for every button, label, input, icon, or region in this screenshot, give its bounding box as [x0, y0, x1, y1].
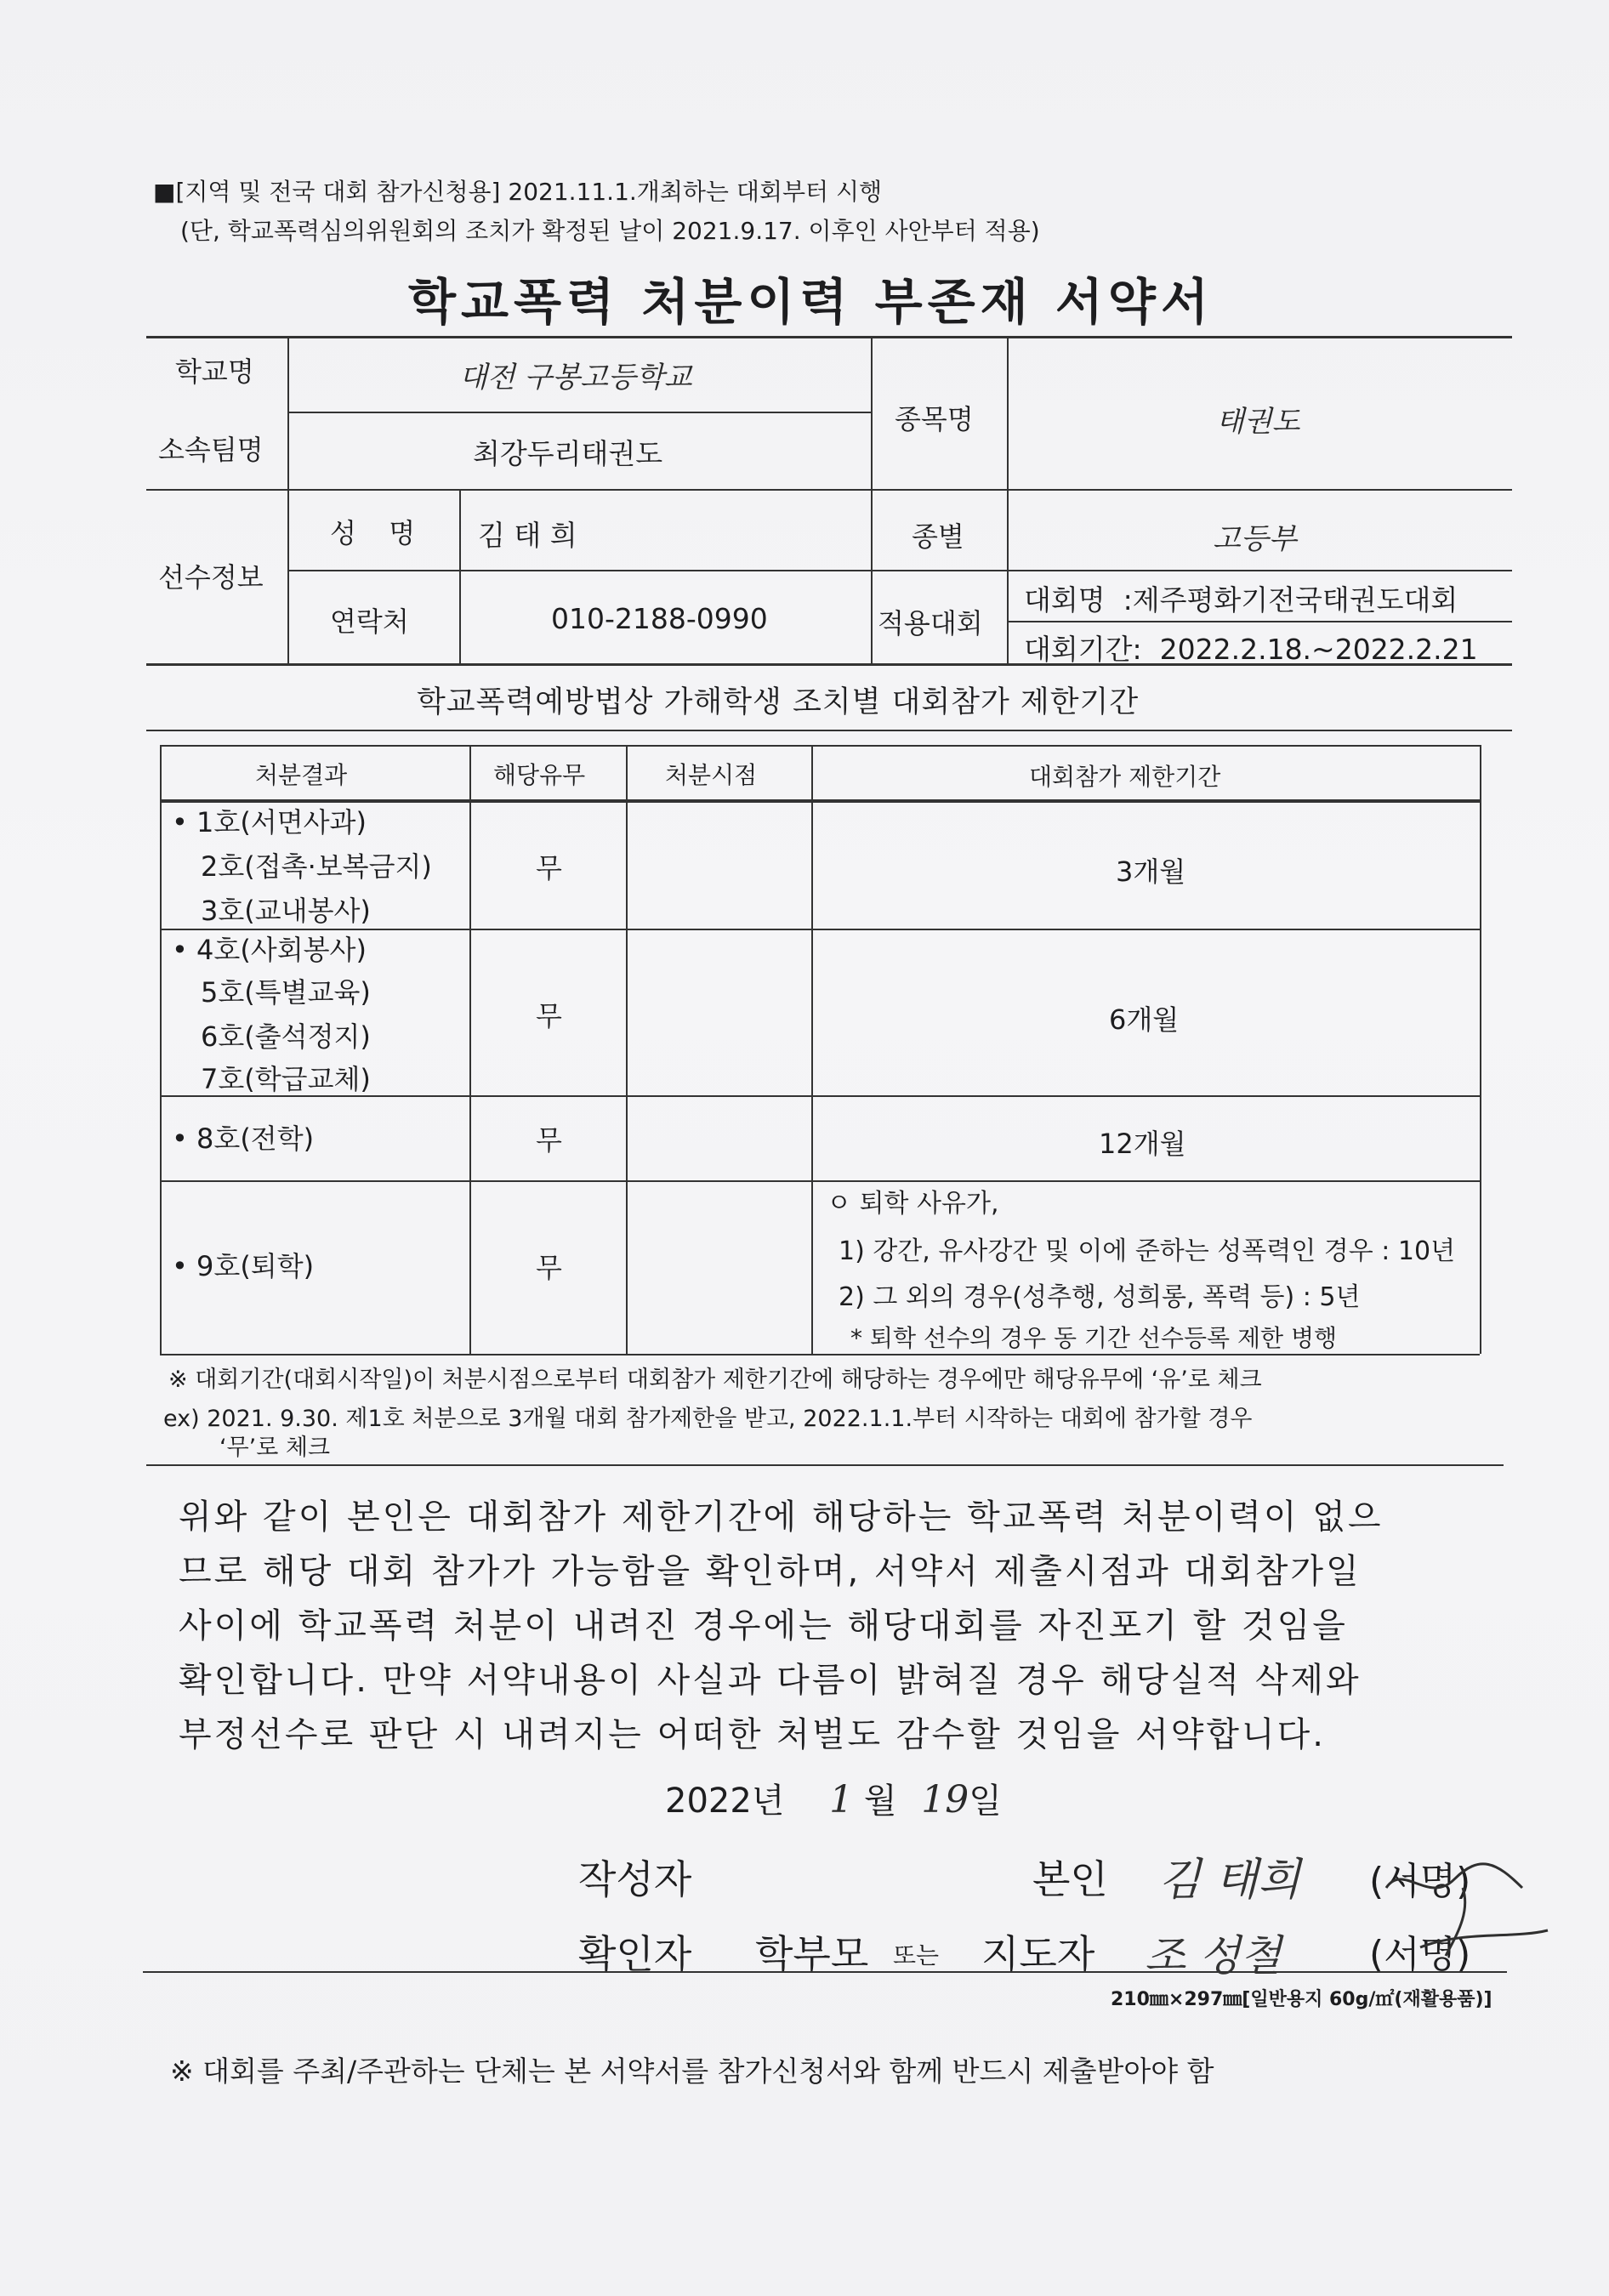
contact-label: 연락처 — [330, 605, 409, 638]
coach-sign-label: (서명) — [1369, 1933, 1471, 1976]
row1-result-1: • 1호(서면사과) — [172, 806, 367, 838]
category-value: 고등부 — [1213, 522, 1297, 556]
self-label: 본인 — [1032, 1856, 1108, 1902]
note-line-3: ‘무’로 체크 — [219, 1435, 331, 1461]
event-name: 대회명 :제주평화기전국태권도대회 — [1024, 583, 1458, 617]
info-table-top-border — [146, 336, 1512, 338]
confirmer-label: 확인자 — [578, 1931, 692, 1977]
or-label: 또는 — [893, 1941, 940, 1969]
pledge-line-4: 확인합니다. 만약 서약내용이 사실과 다름이 밝혀질 경우 해당실적 삭제와 — [179, 1661, 1362, 1700]
self-signature-name: 김 태희 — [1158, 1855, 1301, 1906]
row2-applicable: 무 — [536, 1000, 562, 1032]
row3-period: 12개월 — [1099, 1128, 1186, 1160]
school-label: 학교명 — [175, 355, 254, 388]
final-note: ※ 대회를 주최/주관하는 단체는 본 서약서를 참가신청서와 함께 반드시 제출받아야 함 — [170, 2054, 1214, 2088]
parent-label: 학부모 — [755, 1931, 869, 1977]
writer-label: 작성자 — [578, 1856, 692, 1902]
row4-period-line-3: 2) 그 외의 경우(성추행, 성희롱, 폭력 등) : 5년 — [839, 1282, 1361, 1312]
team-label: 소속팀명 — [158, 434, 264, 466]
coach-signature-name: 조 성철 — [1145, 1931, 1282, 1981]
date-year-suffix: 년 — [751, 1782, 785, 1821]
row2-result-2: 5호(특별교육) — [201, 976, 371, 1009]
date-year: 2022 — [665, 1782, 752, 1821]
notes-bottom-border — [146, 1464, 1504, 1466]
col-header-applicable: 해당유무 — [493, 761, 586, 789]
pledge-line-5: 부정선수로 판단 시 내려지는 어떠한 처벌도 감수할 것임을 서약합니다. — [179, 1715, 1326, 1754]
info-table-line — [146, 489, 1512, 491]
category-label: 종별 — [912, 520, 964, 553]
restriction-table-line — [1480, 745, 1481, 1354]
info-table-line — [287, 570, 871, 571]
note-line-2: ex) 2021. 9.30. 제1호 처분으로 3개월 대회 참가제한을 받고, 2022.1.1.부터 시작하는 대회에 참가할 경우 — [163, 1406, 1253, 1432]
row4-period-line-2: 1) 강간, 유사강간 및 이에 준하는 성폭력인 경우 : 10년 — [839, 1236, 1456, 1266]
name-label: 성 명 — [330, 517, 421, 549]
sport-value: 태권도 — [1216, 405, 1300, 439]
row1-result-3: 3호(교내봉사) — [201, 895, 371, 927]
coach-label: 지도자 — [981, 1931, 1095, 1977]
paper-spec: 210㎜×297㎜[일반용지 60g/㎡(재활용품)] — [1111, 1989, 1492, 2010]
row2-result-1: • 4호(사회봉사) — [172, 934, 367, 966]
signature-bottom-border — [143, 1971, 1507, 1973]
row2-result-3: 6호(출석정지) — [201, 1020, 371, 1053]
sport-label: 종목명 — [895, 403, 974, 435]
col-header-period: 대회참가 제한기간 — [1029, 763, 1221, 791]
restriction-table-line — [160, 1180, 1480, 1182]
info-table-line — [1007, 621, 1512, 622]
contact-value: 010-2188-0990 — [551, 602, 768, 635]
pledge-line-3: 사이에 학교폭력 처분이 내려진 경우에는 해당대회를 자진포기 할 것임을 — [179, 1606, 1348, 1645]
date-line — [665, 1774, 1002, 1822]
restriction-table-line — [811, 745, 813, 1354]
team-value: 최강두리태권도 — [473, 437, 663, 470]
pledge-line-1: 위와 같이 본인은 대회참가 제한기간에 해당하는 학교폭력 처분이력이 없으 — [179, 1498, 1384, 1537]
restriction-heading: 학교폭력예방법상 가해학생 조치별 대회참가 제한기간 — [417, 685, 1140, 719]
restriction-table-line — [469, 745, 471, 1354]
info-table-line — [1007, 336, 1009, 663]
restriction-table-line — [626, 745, 628, 1354]
row2-period: 6개월 — [1109, 1003, 1180, 1036]
col-header-result: 처분결과 — [255, 761, 348, 789]
row4-period-line-1: ㅇ 퇴학 사유가, — [827, 1189, 999, 1219]
row4-result-1: • 9호(퇴학) — [172, 1250, 315, 1282]
restriction-table-top-border — [160, 745, 1480, 747]
coach-signature-scribble — [1412, 1879, 1556, 1973]
info-table-line — [871, 570, 1512, 571]
row1-result-2: 2호(접촉·보복금지) — [201, 850, 432, 883]
note-line-1: ※ 대회기간(대회시작일)이 처분시점으로부터 대회참가 제한기간에 해당하는 경우에만 해당유무에 ‘유’로 체크 — [168, 1367, 1262, 1393]
restriction-heading-underline — [146, 730, 1512, 731]
name-value: 김 태 희 — [478, 519, 577, 552]
row1-period: 3개월 — [1116, 855, 1186, 888]
self-sign-label: (서명) — [1369, 1860, 1471, 1903]
date-month-suffix: 월 — [863, 1782, 897, 1821]
row1-applicable: 무 — [536, 852, 562, 884]
notice-line-2: (단, 학교폭력심의위원회의 조치가 확정된 날이 2021.9.17. 이후인 사안부터 적용) — [180, 217, 1040, 245]
restriction-table-bottom-border — [160, 1354, 1480, 1355]
info-table-line — [287, 412, 871, 413]
row4-period-line-4: * 퇴학 선수의 경우 동 기간 선수등록 제한 병행 — [850, 1324, 1338, 1352]
date-month: 1 — [829, 1778, 854, 1821]
info-table-line — [459, 489, 461, 663]
pledge-line-2: 므로 해당 대회 참가가 가능함을 확인하며, 서약서 제출시점과 대회참가일 — [179, 1552, 1362, 1591]
event-period: 대회기간: 2022.2.18.~2022.2.21 — [1024, 633, 1478, 666]
row3-result-1: • 8호(전학) — [172, 1122, 315, 1155]
date-day-suffix: 일 — [969, 1782, 1002, 1821]
info-table-line — [287, 336, 289, 663]
school-value: 대전 구봉고등학교 — [459, 361, 692, 395]
restriction-table-line — [160, 745, 162, 1354]
info-table-line — [871, 336, 873, 663]
athlete-info-label: 선수정보 — [158, 561, 264, 594]
row2-result-4: 7호(학급교체) — [201, 1063, 371, 1095]
notice-line-1: ■[지역 및 전국 대회 참가신청용] 2021.11.1.개최하는 대회부터 시행 — [153, 178, 883, 206]
col-header-time: 처분시점 — [665, 761, 758, 789]
event-label: 적용대회 — [878, 607, 983, 639]
date-day: 19 — [921, 1778, 969, 1821]
row4-applicable: 무 — [536, 1252, 562, 1284]
document-title: 학교폭력 처분이력 부존재 서약서 — [408, 273, 1214, 331]
row3-applicable: 무 — [536, 1124, 562, 1157]
